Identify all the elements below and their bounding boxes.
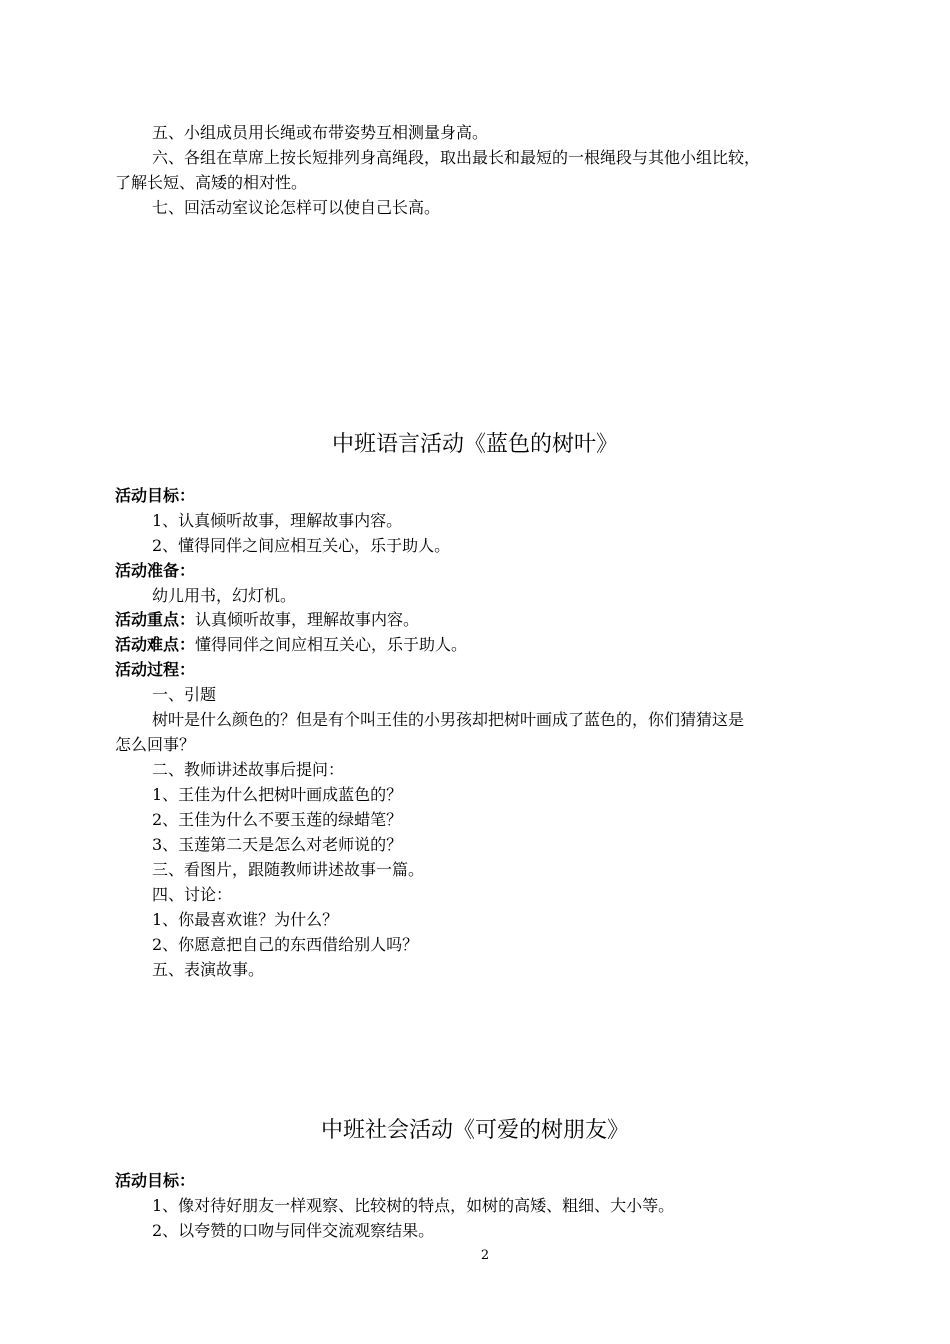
lesson1-key-text: 认真倾听故事，理解故事内容。 xyxy=(195,610,420,629)
lesson1-process-label: 活动过程： xyxy=(115,660,196,679)
lesson1-goal-1: 1、认真倾听故事，理解故事内容。 xyxy=(152,511,403,530)
lesson2-goal-2: 2、以夸赞的口吻与同伴交流观察结果。 xyxy=(152,1221,435,1240)
lesson1-process-9: 1、你最喜欢谁？为什么？ xyxy=(152,910,339,929)
prev-step-7: 七、回活动室议论怎样可以使自己长高。 xyxy=(152,198,441,217)
lesson1-process-10: 2、你愿意把自己的东西借给别人吗？ xyxy=(152,935,419,954)
lesson1-process-7: 三、看图片，跟随教师讲述故事一篇。 xyxy=(152,860,425,879)
lesson1-key-label: 活动重点： xyxy=(115,610,196,629)
lesson1-process-3: 二、教师讲述故事后提问： xyxy=(152,760,345,779)
lesson2-goal-1: 1、像对待好朋友一样观察、比较树的特点，如树的高矮、粗细、大小等。 xyxy=(152,1196,675,1215)
lesson1-process-11: 五、表演故事。 xyxy=(152,960,265,979)
lesson1-goal-2: 2、懂得同伴之间应相互关心，乐于助人。 xyxy=(152,536,451,555)
lesson1-process-4: 1、王佳为什么把树叶画成蓝色的？ xyxy=(152,785,403,804)
lesson1-diff-text: 懂得同伴之间应相互关心，乐于助人。 xyxy=(195,635,468,654)
lesson2-title: 中班社会活动《可爱的树朋友》 xyxy=(320,1118,629,1143)
lesson1-process-8: 四、讨论： xyxy=(152,885,233,904)
lesson1-title: 中班语言活动《蓝色的树叶》 xyxy=(331,432,618,457)
lesson1-process-2: 树叶是什么颜色的？但是有个叫王佳的小男孩却把树叶画成了蓝色的，你们猜猜这是 xyxy=(152,710,745,729)
lesson1-goal-label: 活动目标： xyxy=(115,486,196,505)
prev-step-5: 五、小组成员用长绳或布带姿势互相测量身高。 xyxy=(152,123,489,142)
lesson1-process-6: 3、玉莲第二天是怎么对老师说的？ xyxy=(152,835,403,854)
lesson1-process-5: 2、王佳为什么不要玉莲的绿蜡笔？ xyxy=(152,810,403,829)
lesson1-diff-row xyxy=(115,633,467,657)
lesson1-process-2-cont: 怎么回事？ xyxy=(115,735,196,754)
lesson1-diff-label: 活动难点： xyxy=(115,635,196,654)
page-number: 2 xyxy=(480,1248,490,1263)
lesson1-prep: 幼儿用书，幻灯机。 xyxy=(152,586,297,605)
lesson2-goal-label: 活动目标： xyxy=(115,1171,196,1190)
lesson1-prep-label: 活动准备： xyxy=(115,561,196,580)
lesson1-key-row xyxy=(115,608,419,632)
prev-step-6: 六、各组在草席上按长短排列身高绳段，取出最长和最短的一根绳段与其他小组比较， xyxy=(152,148,761,167)
prev-step-6-cont: 了解长短、高矮的相对性。 xyxy=(115,173,308,192)
lesson1-process-1: 一、引题 xyxy=(152,685,217,704)
